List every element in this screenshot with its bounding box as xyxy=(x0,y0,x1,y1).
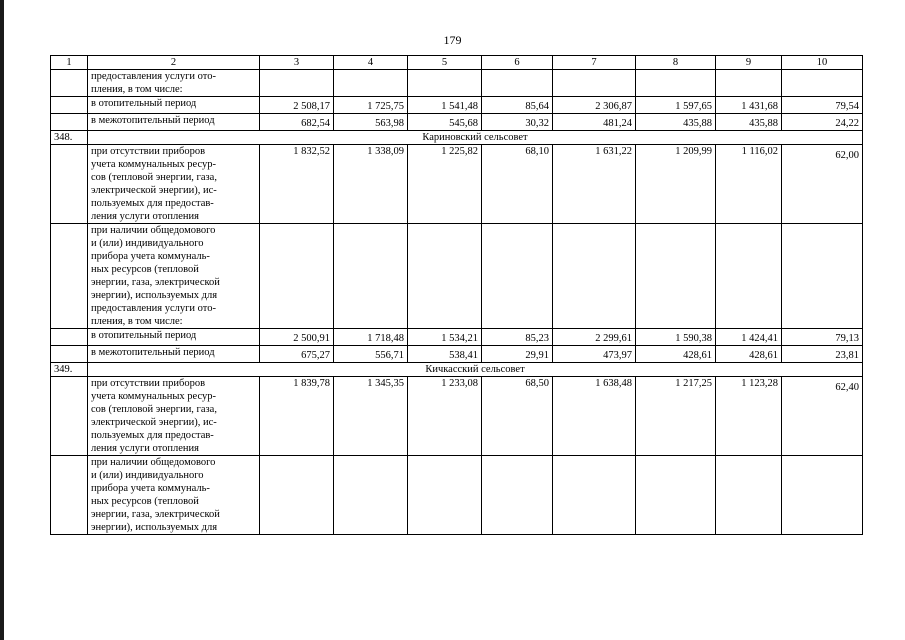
value-col-3: 1 832,52 xyxy=(260,145,334,224)
value-col-8: 1 217,25 xyxy=(636,377,716,456)
description-line: предоставления услуги ото- xyxy=(91,71,216,82)
description-line: и (или) индивидуального xyxy=(91,238,204,249)
value-col-5: 1 225,82 xyxy=(408,145,482,224)
row-description: в межотопительный период xyxy=(88,346,260,363)
value-col-5: 1 233,08 xyxy=(408,377,482,456)
description-line: ления услуги отопления xyxy=(91,443,199,454)
column-header-6: 6 xyxy=(482,56,553,70)
column-header-4: 4 xyxy=(334,56,408,70)
value-col-8 xyxy=(636,70,716,97)
value-col-3 xyxy=(260,224,334,329)
page-number: 179 xyxy=(443,33,462,47)
column-header-10: 10 xyxy=(782,56,863,70)
value-col-6 xyxy=(482,224,553,329)
value-col-3: 2 508,17 xyxy=(260,97,334,114)
value-col-9: 1 116,02 xyxy=(716,145,782,224)
row-index xyxy=(51,97,88,114)
value-col-8 xyxy=(636,456,716,535)
value-col-7 xyxy=(553,224,636,329)
row-index xyxy=(51,456,88,535)
column-header-9: 9 xyxy=(716,56,782,70)
column-header-row xyxy=(51,56,863,70)
value-col-7: 473,97 xyxy=(553,346,636,363)
value-col-3: 2 500,91 xyxy=(260,329,334,346)
value-col-9: 1 424,41 xyxy=(716,329,782,346)
row-description xyxy=(88,224,260,329)
column-header-5: 5 xyxy=(408,56,482,70)
value-col-3: 1 839,78 xyxy=(260,377,334,456)
value-col-10: 62,40 xyxy=(782,377,863,456)
column-header-2: 2 xyxy=(88,56,260,70)
table-row xyxy=(51,456,863,535)
description-line: ления услуги отопления xyxy=(91,211,199,222)
row-description xyxy=(88,377,260,456)
value-col-5: 1 541,48 xyxy=(408,97,482,114)
description-line: учета коммунальных ресур- xyxy=(91,159,216,170)
value-col-8: 428,61 xyxy=(636,346,716,363)
value-col-3 xyxy=(260,456,334,535)
description-line: при наличии общедомового xyxy=(91,225,216,236)
binder-edge xyxy=(0,0,4,640)
value-col-5 xyxy=(408,456,482,535)
value-col-4 xyxy=(334,224,408,329)
value-col-8: 435,88 xyxy=(636,114,716,131)
value-col-6 xyxy=(482,70,553,97)
value-col-5: 538,41 xyxy=(408,346,482,363)
tariff-table xyxy=(50,55,863,535)
description-line: ных ресурсов (тепловой xyxy=(91,264,199,275)
value-col-6: 85,64 xyxy=(482,97,553,114)
row-description xyxy=(88,70,260,97)
value-col-6 xyxy=(482,456,553,535)
table-row xyxy=(51,377,863,456)
value-col-5 xyxy=(408,224,482,329)
description-line: электрической энергии), ис- xyxy=(91,185,217,196)
value-col-8: 1 590,38 xyxy=(636,329,716,346)
value-col-9: 428,61 xyxy=(716,346,782,363)
description-line: энергии, газа, электрической xyxy=(91,509,220,520)
description-line: предоставления услуги ото- xyxy=(91,303,216,314)
table-row xyxy=(51,70,863,97)
description-line: энергии, газа, электрической xyxy=(91,277,220,288)
value-col-4: 563,98 xyxy=(334,114,408,131)
value-col-6: 30,32 xyxy=(482,114,553,131)
description-line: при наличии общедомового xyxy=(91,457,216,468)
row-index xyxy=(51,329,88,346)
section-row xyxy=(51,363,863,377)
value-col-6: 29,91 xyxy=(482,346,553,363)
row-index xyxy=(51,70,88,97)
table-row xyxy=(51,346,863,363)
value-col-10: 23,81 xyxy=(782,346,863,363)
table-row xyxy=(51,329,863,346)
description-line: энергии), используемых для xyxy=(91,522,218,533)
description-line: ных ресурсов (тепловой xyxy=(91,496,199,507)
column-header-3: 3 xyxy=(260,56,334,70)
value-col-7: 2 306,87 xyxy=(553,97,636,114)
description-line: пления, в том числе: xyxy=(91,84,183,95)
value-col-6: 85,23 xyxy=(482,329,553,346)
column-header-8: 8 xyxy=(636,56,716,70)
row-index: 349. xyxy=(51,363,88,377)
row-index xyxy=(51,224,88,329)
value-col-8: 1 597,65 xyxy=(636,97,716,114)
value-col-4 xyxy=(334,70,408,97)
value-col-10: 24,22 xyxy=(782,114,863,131)
description-line: при отсутствии приборов xyxy=(91,146,206,157)
value-col-4: 1 338,09 xyxy=(334,145,408,224)
value-col-9 xyxy=(716,456,782,535)
value-col-7 xyxy=(553,456,636,535)
value-col-4 xyxy=(334,456,408,535)
value-col-6: 68,10 xyxy=(482,145,553,224)
value-col-4: 556,71 xyxy=(334,346,408,363)
description-line: пользуемых для предостав- xyxy=(91,430,214,441)
value-col-7 xyxy=(553,70,636,97)
column-header-1: 1 xyxy=(51,56,88,70)
description-line: пления, в том числе: xyxy=(91,316,183,327)
description-line: при отсутствии приборов xyxy=(91,378,206,389)
row-index xyxy=(51,114,88,131)
description-line: сов (тепловой энергии, газа, xyxy=(91,404,217,415)
value-col-4: 1 718,48 xyxy=(334,329,408,346)
value-col-9 xyxy=(716,70,782,97)
row-description xyxy=(88,145,260,224)
value-col-10: 62,00 xyxy=(782,145,863,224)
column-header-7: 7 xyxy=(553,56,636,70)
value-col-9: 435,88 xyxy=(716,114,782,131)
value-col-3: 675,27 xyxy=(260,346,334,363)
row-index xyxy=(51,377,88,456)
value-col-10: 79,54 xyxy=(782,97,863,114)
value-col-3 xyxy=(260,70,334,97)
description-line: сов (тепловой энергии, газа, xyxy=(91,172,217,183)
value-col-6: 68,50 xyxy=(482,377,553,456)
value-col-7: 2 299,61 xyxy=(553,329,636,346)
description-line: учета коммунальных ресур- xyxy=(91,391,216,402)
description-line: прибора учета коммуналь- xyxy=(91,483,210,494)
row-index xyxy=(51,145,88,224)
section-name: Кичкасский сельсовет xyxy=(88,363,863,377)
description-line: пользуемых для предостав- xyxy=(91,198,214,209)
value-col-9: 1 431,68 xyxy=(716,97,782,114)
section-name: Кариновский сельсовет xyxy=(88,131,863,145)
value-col-7: 1 638,48 xyxy=(553,377,636,456)
table-row xyxy=(51,97,863,114)
description-line: и (или) индивидуального xyxy=(91,470,204,481)
value-col-3: 682,54 xyxy=(260,114,334,131)
value-col-10 xyxy=(782,456,863,535)
row-index: 348. xyxy=(51,131,88,145)
value-col-4: 1 725,75 xyxy=(334,97,408,114)
value-col-4: 1 345,35 xyxy=(334,377,408,456)
value-col-8 xyxy=(636,224,716,329)
value-col-10: 79,13 xyxy=(782,329,863,346)
row-description: в отопительный период xyxy=(88,97,260,114)
row-description: в межотопительный период xyxy=(88,114,260,131)
row-index xyxy=(51,346,88,363)
value-col-9 xyxy=(716,224,782,329)
value-col-7: 481,24 xyxy=(553,114,636,131)
section-row xyxy=(51,131,863,145)
row-description xyxy=(88,456,260,535)
value-col-10 xyxy=(782,70,863,97)
value-col-5 xyxy=(408,70,482,97)
value-col-8: 1 209,99 xyxy=(636,145,716,224)
value-col-7: 1 631,22 xyxy=(553,145,636,224)
description-line: прибора учета коммуналь- xyxy=(91,251,210,262)
table-row xyxy=(51,114,863,131)
table-row xyxy=(51,145,863,224)
description-line: электрической энергии), ис- xyxy=(91,417,217,428)
description-line: энергии), используемых для xyxy=(91,290,218,301)
table-row xyxy=(51,224,863,329)
value-col-5: 545,68 xyxy=(408,114,482,131)
value-col-10 xyxy=(782,224,863,329)
value-col-5: 1 534,21 xyxy=(408,329,482,346)
row-description: в отопительный период xyxy=(88,329,260,346)
value-col-9: 1 123,28 xyxy=(716,377,782,456)
